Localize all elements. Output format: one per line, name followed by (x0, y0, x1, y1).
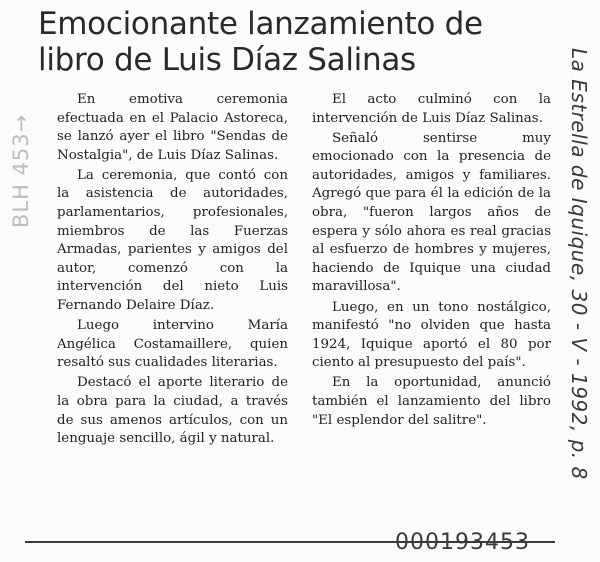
article-column-left (57, 91, 288, 450)
paragraph: Luego intervino María Angélica Costamaillere, quien resaltó sus cualidades literarias. (57, 318, 288, 371)
margin-catalog-number: BLH 453→ (9, 113, 33, 228)
headline-line-1: Emocionante lanzamiento de (38, 6, 483, 42)
paragraph: En emotiva ceremonia efectuada en el Palacio Astoreca, se lanzó ayer el libro "Sendas de Nostalgia", de Luis Díaz Salinas. (57, 92, 288, 163)
paragraph: Luego, en un tono nostálgico, manifestó "no olviden que hasta 1924, Iquique aportó el 80 por ciento al presupuesto del país". (312, 299, 551, 371)
paragraph: En la oportunidad, anunció también el lanzamiento del libro "El esplendor del salitre". (312, 375, 551, 428)
article-column-right (312, 91, 551, 432)
paragraph: La ceremonia, que contó con la asistencia de autoridades, parlamentarios, profesionales, miembros de las Fuerzas Armadas, parientes y amigos del autor, comenzó con la intervención del nieto Luis Fernando Delaire Díaz. (57, 167, 288, 314)
headline-line-2: libro de Luis Díaz Salinas (38, 42, 416, 78)
paragraph: El acto culminó con la intervención de Luis Díaz Salinas. (312, 92, 551, 126)
paragraph: Destacó el aporte literario de la obra para la ciudad, a través de sus amenos artículos, con un lenguaje sencillo, ágil y natural. (57, 375, 288, 447)
margin-source-citation: La Estrella de Iquique, 30 - V - 1992, p. 8 (567, 48, 591, 480)
paragraph: Señaló sentirse muy emocionado con la presencia de autoridades, amigos y familiares. Agregó que para él la edición de la obra, "fueron largos años de espera y sólo ahora es real gracias al esfuerzo de hombres y mujeres, haciendo de Iquique una ciudad maravillosa". (312, 130, 551, 295)
inventory-stamp: 000193453 (395, 530, 530, 555)
article-headline (38, 6, 508, 78)
